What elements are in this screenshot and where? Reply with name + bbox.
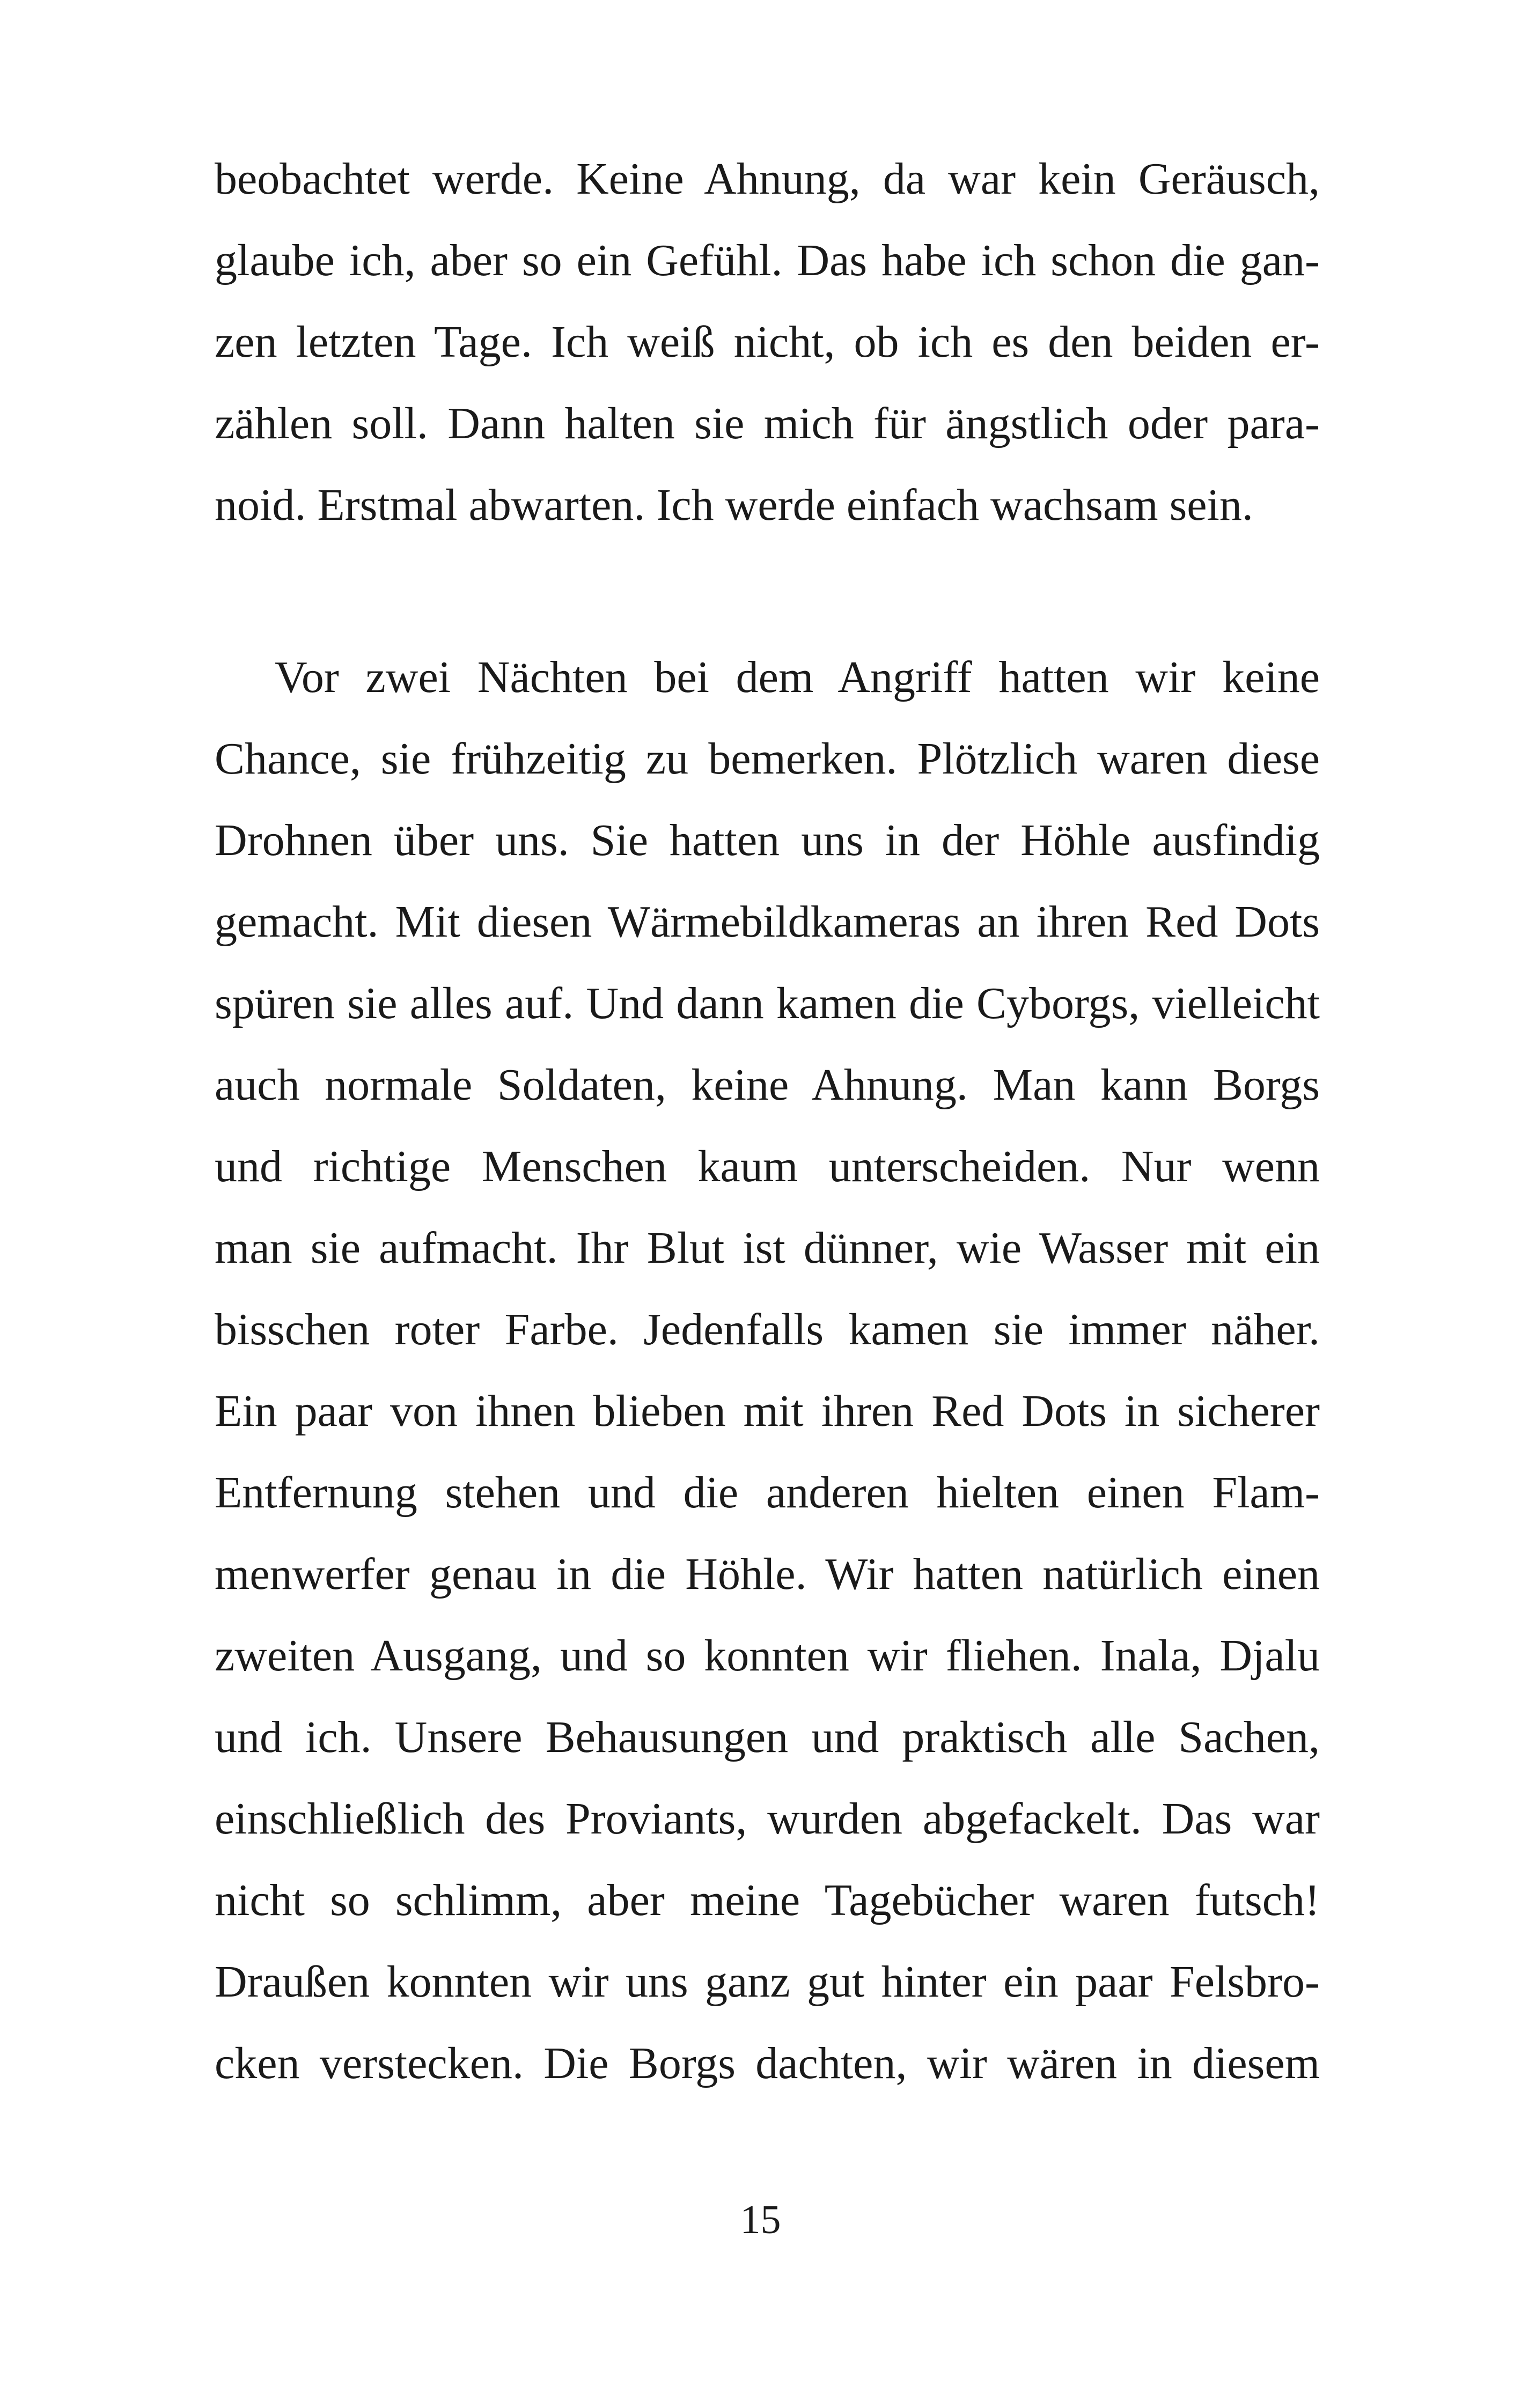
text-line: spüren sie alles auf. Und dann kamen die Cyborgs, vielleicht	[215, 978, 1320, 1028]
text-line: und ich. Unsere Behausungen und praktisch alle Sachen,	[215, 1712, 1320, 1762]
page-number: 15	[740, 2197, 781, 2242]
text-line: beobachtet werde. Keine Ahnung, da war kein Geräusch,	[215, 154, 1320, 204]
text-line: Vor zwei Nächten bei dem Angriff hatten wir keine	[275, 652, 1320, 702]
text-line: menwerfer genau in die Höhle. Wir hatten natürlich einen	[215, 1549, 1320, 1599]
text-line: Draußen konnten wir uns ganz gut hinter ein paar Felsbro-	[215, 1957, 1320, 2007]
text-line: gemacht. Mit diesen Wärmebildkameras an ihren Red Dots	[215, 897, 1320, 947]
paragraph-2	[215, 637, 1320, 2104]
text-line: nicht so schlimm, aber meine Tagebücher waren futsch!	[215, 1875, 1320, 1925]
paragraph-1	[215, 138, 1320, 546]
text-line: glaube ich, aber so ein Gefühl. Das habe ich schon die gan-	[215, 235, 1320, 285]
text-line: Chance, sie frühzeitig zu bemerken. Plötzlich waren diese	[215, 734, 1320, 784]
text-line: Drohnen über uns. Sie hatten uns in der Höhle ausfindig	[215, 815, 1320, 865]
text-line: Ein paar von ihnen blieben mit ihren Red Dots in sicherer	[215, 1386, 1320, 1436]
text-line: bisschen roter Farbe. Jedenfalls kamen sie immer näher.	[215, 1305, 1320, 1354]
text-line: zen letzten Tage. Ich weiß nicht, ob ich es den beiden er-	[215, 317, 1320, 367]
text-line: Entfernung stehen und die anderen hielten einen Flam-	[215, 1468, 1320, 1518]
text-line: zweiten Ausgang, und so konnten wir fliehen. Inala, Djalu	[215, 1631, 1320, 1681]
text-line: und richtige Menschen kaum unterscheiden. Nur wenn	[215, 1142, 1320, 1191]
text-line: einschließlich des Proviants, wurden abgefackelt. Das war	[215, 1794, 1320, 1844]
text-line: zählen soll. Dann halten sie mich für ängstlich oder para-	[215, 399, 1320, 448]
text-line: man sie aufmacht. Ihr Blut ist dünner, wie Wasser mit ein	[215, 1223, 1320, 1273]
text-line: auch normale Soldaten, keine Ahnung. Man kann Borgs	[215, 1060, 1320, 1110]
text-line: noid. Erstmal abwarten. Ich werde einfach wachsam sein.	[215, 480, 1253, 530]
text-line: cken verstecken. Die Borgs dachten, wir wären in diesem	[215, 2038, 1320, 2088]
